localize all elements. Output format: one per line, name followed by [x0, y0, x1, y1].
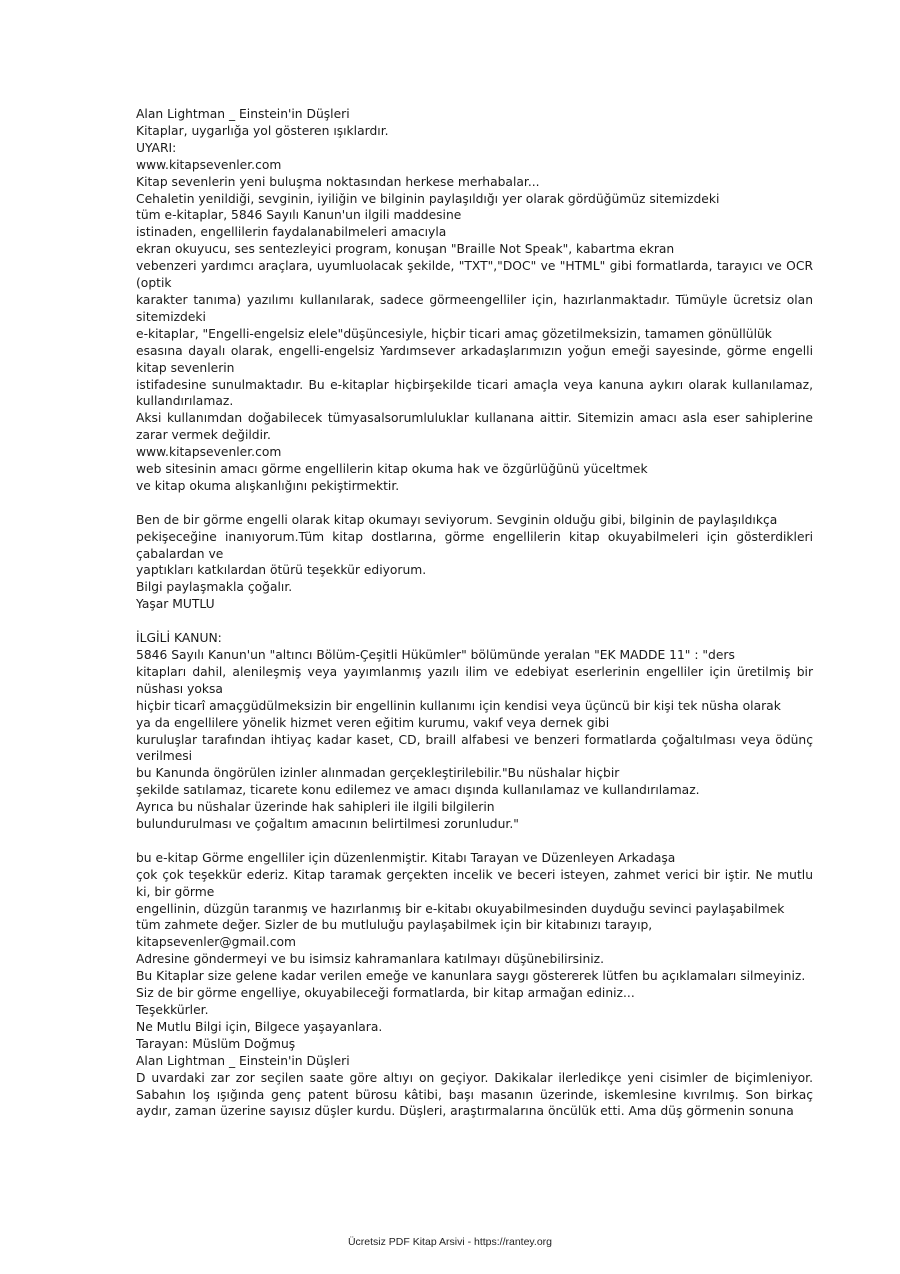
- text-line: engellinin, düzgün taranmış ve hazırlanmış bir e-kitabı okuyabilmesinden duyduğu sevinci paylaşabilmek: [136, 901, 785, 916]
- text-line: Kitap sevenlerin yeni buluşma noktasından herkese merhabalar...: [136, 174, 540, 189]
- document-body: [136, 106, 813, 1120]
- text-line: Teşekkürler.: [136, 1002, 209, 1017]
- text-line: Ayrıca bu nüshalar üzerinde hak sahipleri ile ilgili bilgilerin: [136, 800, 495, 815]
- text-line: ya da engellilere yönelik hizmet veren eğitim kurumu, vakıf veya dernek gibi: [136, 715, 610, 730]
- text-line: Alan Lightman _ Einstein'in Düşleri: [136, 1053, 350, 1068]
- text-line: pekişeceğine inanıyorum.Tüm kitap dostlarına, görme engellilerin kitap okuyabilmeleri için gösterdikleri çabalardan ve: [136, 529, 813, 561]
- text-line: kuruluşlar tarafından ihtiyaç kadar kaset, CD, braill alfabesi ve benzeri formatlarda çoğaltılması veya ödünç verilmesi: [136, 732, 813, 764]
- text-line: kitapları dahil, alenileşmiş veya yayımlanmış yazılı ilim ve edebiyat eserlerinin engelliler için üretilmiş bir nüshası yoksa: [136, 664, 813, 696]
- text-line: Adresine göndermeyi ve bu isimsiz kahramanlara katılmayı düşünebilirsiniz.: [136, 952, 605, 967]
- text-line: Kitaplar, uygarlığa yol gösteren ışıklardır.: [136, 123, 389, 138]
- text-line: Aksi kullanımdan doğabilecek tümyasalsorumluluklar kullanana aittir. Sitemizin amacı asla eser sahiplerine zarar vermek değildir.: [136, 411, 813, 443]
- text-line: www.kitapsevenler.com: [136, 157, 282, 172]
- text-line: istifadesine sunulmaktadır. Bu e-kitaplar hiçbirşekilde ticari amaçla veya kanuna aykırı olarak kullanılamaz, kullandırılamaz.: [136, 377, 813, 409]
- text-line: tüm e-kitaplar, 5846 Sayılı Kanun'un ilgili maddesine: [136, 208, 462, 223]
- text-line: karakter tanıma) yazılımı kullanılarak, sadece görmeengelliler için, hazırlanmaktadır. Tümüyle ücretsiz olan sitemizdeki: [136, 292, 813, 324]
- text-line: web sitesinin amacı görme engellilerin kitap okuma hak ve özgürlüğünü yüceltmek: [136, 462, 648, 477]
- text-line: çok çok teşekkür ederiz. Kitap taramak gerçekten incelik ve beceri isteyen, zahmet verici bir iştir. Ne mutlu ki, bir görme: [136, 867, 813, 899]
- text-line: www.kitapsevenler.com: [136, 445, 282, 460]
- text-line: UYARI:: [136, 140, 177, 155]
- text-line: D uvardaki zar zor seçilen saate göre altıyı on geçiyor. Dakikalar ilerledikçe yeni cisimler de biçimleniyor. Sabahın loş ışığında genç patent bürosu kâtibi, başı masanın üzerinde, iskemlesine kıvrılmış. Son birkaç aydır, zaman üzerine sayısız düşler kurdu. Düşleri, araştırmalarına öncülük etti. Ama düş görmenin sonuna: [136, 1070, 813, 1119]
- text-line: İLGİLİ KANUN:: [136, 631, 222, 646]
- text-line: yaptıkları katkılardan ötürü teşekkür ediyorum.: [136, 563, 427, 578]
- text-line: esasına dayalı olarak, engelli-engelsiz Yardımsever arkadaşlarımızın yoğun emeği sayesinde, görme engelli kitap sevenlerin: [136, 343, 813, 375]
- text-line: ekran okuyucu, ses sentezleyici program, konuşan "Braille Not Speak", kabartma ekran: [136, 242, 675, 257]
- text-line: Bu Kitaplar size gelene kadar verilen emeğe ve kanunlara saygı göstererek lütfen bu açıklamaları silmeyiniz.: [136, 969, 806, 984]
- text-line: Ne Mutlu Bilgi için, Bilgece yaşayanlara.: [136, 1019, 383, 1034]
- text-line: Yaşar MUTLU: [136, 597, 215, 612]
- text-line: bulundurulması ve çoğaltım amacının belirtilmesi zorunludur.": [136, 817, 519, 832]
- blank-line: [136, 495, 813, 512]
- text-line: hiçbir ticarî amaçgüdülmeksizin bir engellinin kullanımı için kendisi veya üçüncü bir kişi tek nüsha olarak: [136, 698, 781, 713]
- text-line: kitapsevenler@gmail.com: [136, 935, 296, 950]
- text-line: Cehaletin yenildiği, sevginin, iyiliğin ve bilginin paylaşıldığı yer olarak gördüğümüz sitemizdeki: [136, 191, 720, 206]
- blank-line: [136, 833, 813, 850]
- page-footer: Ücretsiz PDF Kitap Arsivi - https://rantey.org: [347, 1236, 553, 1248]
- text-line: Bilgi paylaşmakla çoğalır.: [136, 580, 293, 595]
- text-line: ve kitap okuma alışkanlığını pekiştirmektir.: [136, 478, 400, 493]
- text-line: Siz de bir görme engelliye, okuyabileceği formatlarda, bir kitap armağan ediniz...: [136, 986, 635, 1001]
- text-line: 5846 Sayılı Kanun'un "altıncı Bölüm-Çeşitli Hükümler" bölümünde yeralan "EK MADDE 11" : "ders: [136, 647, 735, 662]
- text-line: şekilde satılamaz, ticarete konu edilemez ve amacı dışında kullanılamaz ve kullandırılamaz.: [136, 783, 700, 798]
- text-line: tüm zahmete değer. Sizler de bu mutluluğu paylaşabilmek için bir kitabınızı tarayıp,: [136, 918, 653, 933]
- text-line: Alan Lightman _ Einstein'in Düşleri: [136, 107, 350, 121]
- text-line: Tarayan: Müslüm Doğmuş: [136, 1036, 296, 1051]
- text-line: bu e-kitap Görme engelliler için düzenlenmiştir. Kitabı Tarayan ve Düzenleyen Arkadaşa: [136, 850, 676, 865]
- text-line: vebenzeri yardımcı araçlara, uyumluolacak şekilde, "TXT","DOC" ve "HTML" gibi formatlarda, tarayıcı ve OCR (optik: [136, 259, 813, 291]
- text-line: istinaden, engellilerin faydalanabilmeleri amacıyla: [136, 225, 447, 240]
- text-line: Ben de bir görme engelli olarak kitap okumayı seviyorum. Sevginin olduğu gibi, bilginin de paylaşıldıkça: [136, 512, 778, 527]
- blank-line: [136, 613, 813, 630]
- text-line: bu Kanunda öngörülen izinler alınmadan gerçekleştirilebilir."Bu nüshalar hiçbir: [136, 766, 620, 781]
- text-line: e-kitaplar, "Engelli-engelsiz elele"düşüncesiyle, hiçbir ticari amaç gözetilmeksizin, tamamen gönüllülük: [136, 326, 772, 341]
